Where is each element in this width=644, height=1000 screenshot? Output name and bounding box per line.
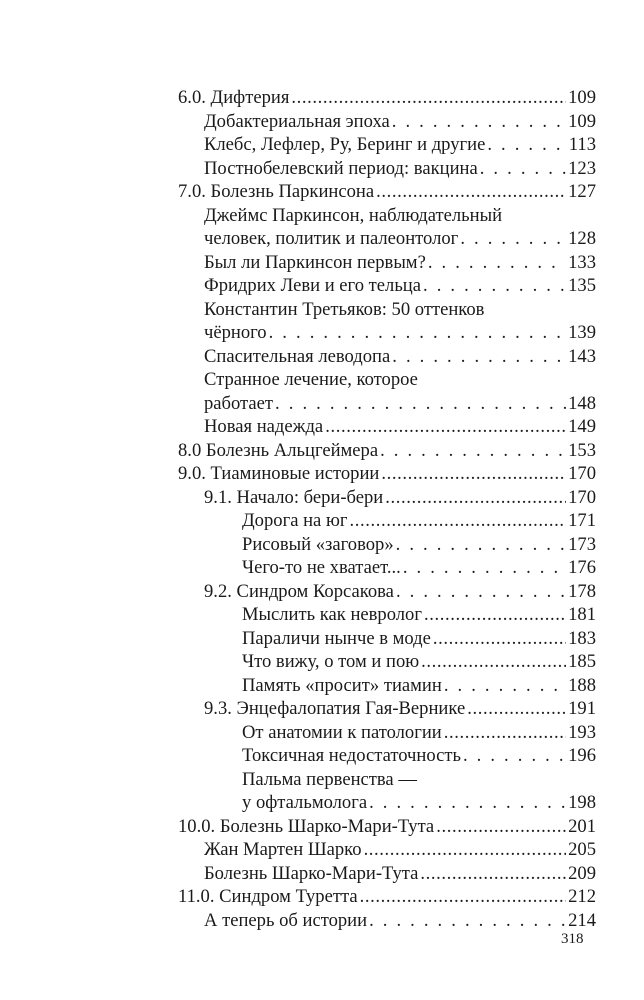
toc-entry — [178, 368, 596, 392]
toc-entry — [178, 415, 596, 439]
toc-entry — [178, 133, 596, 157]
toc-entry-title: Болезнь Шарко-Мари-Тута — [204, 862, 419, 884]
toc-entry — [178, 509, 596, 533]
toc-entry-title: 9.2. Синдром Корсакова — [204, 580, 394, 602]
toc-entry-page: 128 — [568, 228, 596, 249]
toc-entry — [178, 274, 596, 298]
toc-entry — [178, 533, 596, 557]
toc-entry-title: у офтальмолога — [242, 792, 368, 813]
toc-dot-leader — [396, 533, 566, 557]
toc-dot-leader — [396, 580, 566, 604]
toc-entry — [178, 110, 596, 134]
toc-entry — [178, 885, 596, 909]
toc-entry — [178, 721, 596, 745]
toc-dot-leader — [385, 486, 566, 510]
toc-entry — [178, 486, 596, 510]
toc-dot-leader — [381, 462, 566, 486]
toc-entry-title: Память «просит» тиамин — [242, 674, 442, 696]
toc-entry-page: 198 — [568, 792, 596, 813]
toc-entry-page: 113 — [568, 134, 596, 155]
toc-entry-title: От анатомии к патологии — [242, 721, 442, 743]
toc-entry-page: 181 — [568, 604, 596, 625]
toc-entry-title: 11.0. Синдром Туретта — [178, 886, 358, 907]
toc-dot-leader — [420, 862, 566, 886]
toc-dot-leader — [433, 627, 566, 651]
toc-dot-leader — [480, 157, 566, 181]
toc-dot-leader — [444, 674, 566, 698]
toc-entry — [178, 157, 596, 181]
toc-entry — [178, 674, 596, 698]
toc-entry-title: Был ли Паркинсон первым? — [204, 251, 426, 273]
toc-dot-leader — [364, 838, 567, 862]
toc-entry-page: 171 — [568, 510, 596, 531]
toc-dot-leader — [436, 815, 566, 839]
toc-entry-title: Добактериальная эпоха — [204, 110, 390, 132]
toc-entry — [178, 204, 596, 228]
toc-entry-page: 196 — [568, 745, 596, 766]
toc-dot-leader — [392, 345, 566, 369]
toc-entry — [178, 580, 596, 604]
toc-entry-page: 212 — [568, 886, 596, 907]
toc-entry — [178, 462, 596, 486]
toc-dot-leader — [460, 227, 566, 251]
toc-entry-title: Спасительная леводопа — [204, 345, 391, 367]
toc-dot-leader — [403, 556, 566, 580]
toc-dot-leader — [269, 321, 567, 345]
toc-dot-leader — [392, 110, 566, 134]
toc-dot-leader — [291, 86, 566, 110]
toc-entry-title: Дорога на юг — [242, 510, 348, 531]
toc-entry — [178, 909, 596, 933]
toc-entry — [178, 251, 596, 275]
toc-entry-title: Пальма первенства — — [242, 768, 417, 790]
toc-entry-title: 10.0. Болезнь Шарко-Мари-Тута — [178, 815, 435, 837]
toc-entry — [178, 439, 596, 463]
toc-dot-leader — [467, 697, 566, 721]
toc-entry-title: А теперь об истории — [204, 909, 368, 931]
toc-entry-title: Мыслить как невролог — [242, 604, 422, 625]
toc-entry-title: 9.1. Начало: бери-бери — [204, 486, 384, 508]
toc-dot-leader — [444, 721, 566, 745]
toc-dot-leader — [369, 909, 566, 933]
toc-entry-page: 183 — [568, 627, 596, 649]
toc-entry — [178, 392, 596, 416]
toc-entry-title: работает — [204, 392, 274, 414]
toc-entry-page: 148 — [568, 392, 596, 414]
toc-entry-page: 191 — [568, 698, 596, 719]
toc-entry-page: 109 — [568, 87, 596, 108]
toc-entry — [178, 298, 596, 322]
toc-entry-title: 7.0. Болезнь Паркинсона — [178, 181, 375, 202]
toc-entry-title: Параличи нынче в моде — [242, 627, 431, 649]
toc-entry-page: 139 — [568, 322, 596, 343]
toc-entry — [178, 345, 596, 369]
toc-entry-page: 149 — [568, 416, 596, 437]
toc-entry-title: Рисовый «заговор» — [242, 533, 394, 555]
toc-entry-page: 109 — [568, 110, 596, 132]
toc-entry-page: 135 — [568, 275, 596, 296]
toc-entry-title: Джеймс Паркинсон, наблюдательный — [204, 204, 503, 226]
toc-entry-title: Клебс, Лефлер, Ру, Беринг и другие — [204, 134, 486, 155]
toc-entry-title: человек, политик и палеонтолог — [204, 228, 459, 249]
toc-entry-title: 9.3. Энцефалопатия Гая-Вернике — [204, 698, 466, 719]
toc-entry-title: 6.0. Дифтерия — [178, 87, 290, 108]
toc-dot-leader — [423, 274, 566, 298]
toc-entry-title: Странное лечение, которое — [204, 369, 418, 390]
toc-dot-leader — [349, 509, 566, 533]
toc-entry-title: Константин Третьяков: 50 оттенков — [204, 298, 485, 320]
toc-entry-page: 201 — [568, 815, 596, 837]
toc-entry — [178, 321, 596, 345]
toc-entry — [178, 697, 596, 721]
toc-entry-title: Новая надежда — [204, 416, 324, 437]
toc-entry — [178, 768, 596, 792]
toc-entry — [178, 744, 596, 768]
toc-dot-leader — [424, 603, 566, 627]
toc-dot-leader — [325, 415, 566, 439]
toc-entry — [178, 627, 596, 651]
toc-entry — [178, 556, 596, 580]
toc-entry-title: Жан Мартен Шарко — [204, 839, 362, 860]
toc-dot-leader — [369, 791, 566, 815]
toc-entry-page: 173 — [568, 533, 596, 555]
toc-dot-leader — [428, 251, 566, 275]
toc-entry-title: Фридрих Леви и его тельца — [204, 275, 422, 296]
toc-entry-title: Токсичная недостаточность — [242, 745, 461, 766]
toc-entry-page: 127 — [568, 181, 596, 202]
toc-dot-leader — [380, 439, 566, 463]
toc-entry-page: 193 — [568, 721, 596, 743]
toc-dot-leader — [421, 650, 566, 674]
toc-entry — [178, 791, 596, 815]
toc-entry-title: Чего-то не хватает... — [242, 557, 401, 578]
toc-entry-title: 8.0 Болезнь Альцгеймера — [178, 439, 379, 461]
toc-entry — [178, 180, 596, 204]
toc-dot-leader — [360, 885, 567, 909]
toc-dot-leader — [487, 133, 566, 157]
toc-entry-page: 205 — [568, 839, 596, 860]
page-number: 318 — [561, 931, 584, 947]
toc-entry-page: 188 — [568, 674, 596, 696]
toc-entry-page: 178 — [568, 580, 596, 602]
toc-entry — [178, 815, 596, 839]
toc-dot-leader — [463, 744, 566, 768]
toc-entry-page: 170 — [568, 463, 596, 484]
toc-entry-page: 123 — [568, 157, 596, 179]
toc-dot-leader — [376, 180, 566, 204]
toc-entry-title: Что вижу, о том и пою — [242, 651, 420, 672]
toc-entry-page: 133 — [568, 251, 596, 273]
toc-dot-leader — [275, 392, 566, 416]
toc-entry — [178, 603, 596, 627]
toc-entry-title: Постнобелевский период: вакцина — [204, 157, 478, 179]
table-of-contents — [178, 86, 596, 932]
toc-entry — [178, 838, 596, 862]
toc-entry — [178, 86, 596, 110]
toc-entry — [178, 227, 596, 251]
toc-entry-title: 9.0. Тиаминовые истории — [178, 463, 380, 484]
toc-entry-title: чёрного — [204, 322, 267, 343]
toc-entry-page: 185 — [568, 651, 596, 672]
toc-entry-page: 214 — [568, 909, 596, 931]
toc-entry-page: 209 — [568, 862, 596, 884]
toc-entry-page: 170 — [568, 486, 596, 508]
toc-entry — [178, 650, 596, 674]
toc-entry-page: 143 — [568, 345, 596, 367]
toc-entry — [178, 862, 596, 886]
toc-entry-page: 176 — [568, 557, 596, 578]
toc-entry-page: 153 — [568, 439, 596, 461]
